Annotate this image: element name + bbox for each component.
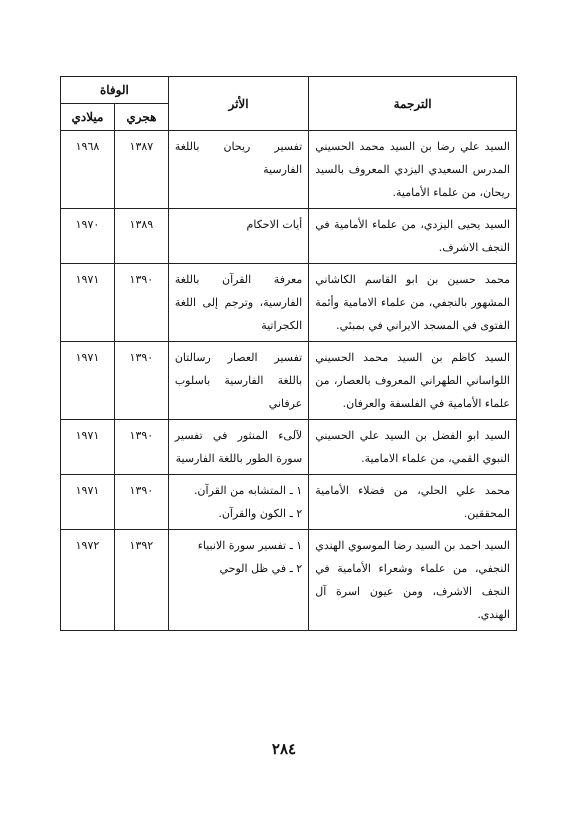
biography-cell: السيد يحيى اليزدي، من علماء الأمامية في النجف الاشرف. — [309, 209, 517, 264]
work-title: أيات الاحكام — [246, 218, 303, 231]
gregorian-year: ١٩٦٨ — [61, 131, 115, 209]
work-title: ١ ـ المتشابه من القرآن. — [193, 484, 303, 497]
work-title: معرفة القرآن باللغة الفارسية، وترجم إلى اللغة الكجراتية — [174, 273, 303, 332]
table-body — [61, 131, 517, 631]
gregorian-year: ١٩٧١ — [61, 420, 115, 475]
biography-cell: السيد ابو الفضل بن السيد علي الحسيني النبوي القمي، من علماء الامامية. — [309, 420, 517, 475]
table-row — [61, 131, 517, 209]
work-cell — [168, 530, 308, 631]
biography-cell: السيد كاظم بن السيد محمد الحسيني اللواساني الطهراني المعروف بالعصار، من علماء الأمامية في الفلسفة والعرفان. — [309, 342, 517, 420]
work-cell — [168, 264, 308, 342]
work-cell — [168, 420, 308, 475]
biography-cell: السيد علي رضا بن السيد محمد الحسيني المدرس السعيدي اليزدي المعروف بالسيد ريحان، من علماء الأمامية. — [309, 131, 517, 209]
gregorian-year: ١٩٧٠ — [61, 209, 115, 264]
header-death: الوفاة — [61, 77, 169, 104]
header-hijri: هجري — [114, 104, 168, 131]
work-cell — [168, 342, 308, 420]
table-row — [61, 342, 517, 420]
hijri-year: ١٣٩٠ — [114, 342, 168, 420]
table-row — [61, 475, 517, 530]
header-row — [61, 77, 517, 104]
work-title: تفسير العصار رسالتان باللغة الفارسية باسلوب عرفاني — [174, 351, 303, 410]
work-cell — [168, 209, 308, 264]
table-row — [61, 209, 517, 264]
work-title: ٢ ـ الكون والقرآن. — [218, 507, 303, 520]
page-number: ٢٨٤ — [271, 740, 297, 758]
hijri-year: ١٣٨٩ — [114, 209, 168, 264]
table-row — [61, 264, 517, 342]
hijri-year: ١٣٨٧ — [114, 131, 168, 209]
biography-cell: محمد علي الحلي، من فضلاء الأمامية المحققين. — [309, 475, 517, 530]
biography-cell: محمد حسين بن ابو القاسم الكاشاني المشهور بالنجفي، من علماء الامامية وأئمة الفتوى في المسجد الايراني في بمبئي. — [309, 264, 517, 342]
gregorian-year: ١٩٧٢ — [61, 530, 115, 631]
work-title: لآلىء المنثور في تفسير سورة الطور باللغة الفارسية — [174, 429, 303, 465]
hijri-year: ١٣٩٢ — [114, 530, 168, 631]
gregorian-year: ١٩٧١ — [61, 342, 115, 420]
work-title: ٢ ـ في ظل الوحي — [219, 562, 303, 575]
gregorian-year: ١٩٧١ — [61, 475, 115, 530]
work-cell — [168, 475, 308, 530]
header-bio: الترجمة — [309, 77, 517, 131]
table-row — [61, 530, 517, 631]
biography-cell: السيد احمد بن السيد رضا الموسوي الهندي النجفي، من علماء وشعراء الأمامية في النجف الاشرف، ومن عيون اسرة آل الهندي. — [309, 530, 517, 631]
gregorian-year: ١٩٧١ — [61, 264, 115, 342]
header-gregorian: ميلادي — [61, 104, 115, 131]
work-cell — [168, 131, 308, 209]
header-work: الأثر — [168, 77, 308, 131]
biography-table — [60, 76, 517, 631]
hijri-year: ١٣٩٠ — [114, 264, 168, 342]
table-row — [61, 420, 517, 475]
hijri-year: ١٣٩٠ — [114, 420, 168, 475]
work-title: تفسير ريحان باللغة الفارسية — [174, 140, 303, 176]
hijri-year: ١٣٩٠ — [114, 475, 168, 530]
work-title: ١ ـ تفسير سورة الانبياء — [197, 539, 303, 552]
